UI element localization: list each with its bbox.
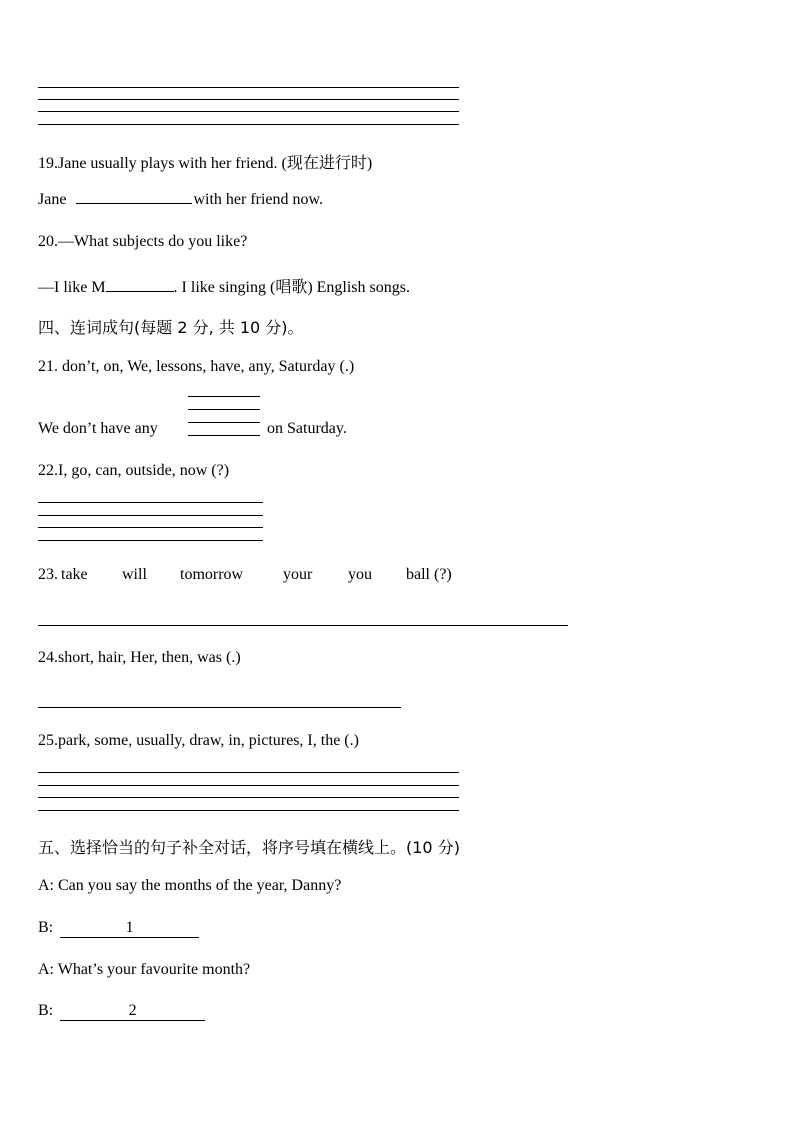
q20-blank[interactable] <box>106 290 174 292</box>
blank-line <box>188 409 260 410</box>
speaker-label: B: <box>38 919 54 936</box>
q19-prompt: 19.Jane usually plays with her friend. (现在进行时) <box>38 155 373 172</box>
answer-line <box>38 772 459 773</box>
answer-line <box>38 87 459 88</box>
q23-word: ball (?) <box>406 566 452 583</box>
speaker-label: B: <box>38 1002 54 1019</box>
speaker-label: A: <box>38 961 54 978</box>
dialogue-line-a2 <box>38 961 250 979</box>
answer-line <box>38 797 459 798</box>
blank-number: 1 <box>125 919 134 936</box>
q24-prompt: 24.short, hair, Her, then, was (.) <box>38 649 241 666</box>
q21-answer-after: on Saturday. <box>267 420 347 437</box>
q23-word: you <box>348 566 372 583</box>
q21-answer-before: We don’t have any <box>38 420 158 437</box>
answer-line <box>38 99 459 100</box>
q21-prompt: 21. don’t, on, We, lessons, have, any, Saturday (.) <box>38 358 355 375</box>
speaker-label: A: <box>38 877 54 894</box>
dialogue-blank-1[interactable] <box>60 919 199 938</box>
answer-line <box>38 124 459 125</box>
answer-line <box>38 540 263 541</box>
q20-prompt: 20.—What subjects do you like? <box>38 233 248 250</box>
blank-number: 2 <box>128 1002 137 1019</box>
q20-answer-before: —I like M <box>38 279 106 296</box>
dialogue-line-b1 <box>38 919 199 938</box>
dialogue-blank-2[interactable] <box>60 1002 205 1021</box>
answer-line <box>38 527 263 528</box>
q23-word: will <box>122 566 147 583</box>
q25-prompt: 25.park, some, usually, draw, in, pictures, I, the (.) <box>38 732 359 749</box>
answer-line <box>38 810 459 811</box>
dialogue-line-b2 <box>38 1002 205 1021</box>
dialogue-text: Can you say the months of the year, Danny? <box>58 877 342 894</box>
answer-line <box>38 515 263 516</box>
dialogue-line-a1 <box>38 877 341 895</box>
q20-answer-line <box>38 274 410 297</box>
q23-answer-line[interactable] <box>38 625 568 626</box>
q23-word: your <box>283 566 313 583</box>
q23-word: tomorrow <box>180 566 244 583</box>
q23-word: take <box>61 566 88 583</box>
q20-answer-after: . I like singing (唱歌) English songs. <box>173 279 410 296</box>
section4-title: 四、连词成句(每题 2 分, 共 10 分)。 <box>38 318 304 337</box>
q19-answer-before: Jane <box>38 191 67 208</box>
blank-line <box>188 396 260 397</box>
q24-answer-line[interactable] <box>38 707 401 708</box>
section5-title: 五、选择恰当的句子补全对话，将序号填在横线上。(10 分) <box>38 838 460 857</box>
q19-answer-line <box>38 191 323 209</box>
blank-line <box>188 422 260 423</box>
answer-line <box>38 111 459 112</box>
answer-line <box>38 502 263 503</box>
q19-answer-after: with her friend now. <box>193 191 324 208</box>
blank-line <box>188 435 260 436</box>
q22-prompt: 22.I, go, can, outside, now (?) <box>38 462 230 479</box>
dialogue-text: What’s your favourite month? <box>57 961 251 978</box>
answer-line <box>38 785 459 786</box>
q23-number: 23. <box>38 566 58 583</box>
q19-blank[interactable] <box>76 202 192 204</box>
